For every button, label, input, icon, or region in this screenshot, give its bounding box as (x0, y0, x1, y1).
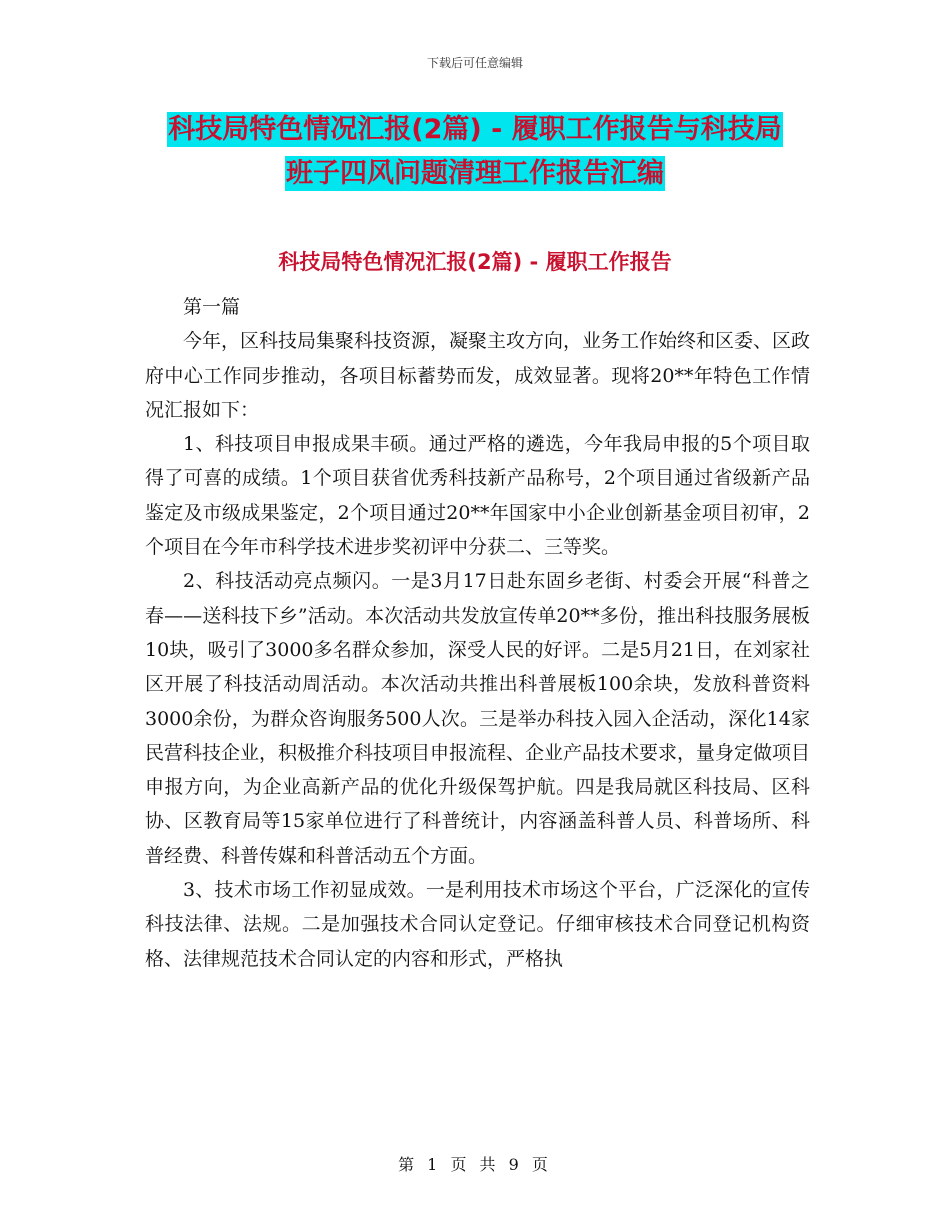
paragraph: 3、技术市场工作初显成效。一是利用技术市场这个平台，广泛深化的宣传科技法律、法规。二是加强技术合同认定登记。仔细审核技术合同登记机构资格、法律规范技术合同认定的内容和形式，严格执 (145, 879, 810, 970)
paragraph: 1、科技项目申报成果丰硕。通过严格的遴选，今年我局申报的5个项目取得了可喜的成绩。1个项目获省优秀科技新产品称号，2个项目通过省级新产品鉴定及市级成果鉴定，2个项目通过20**年国家中小企业创新基金项目初审，2个项目在今年市科学技术进步奖初评中分获二、三等奖。 (145, 433, 810, 559)
document-title-line1: 科技局特色情况汇报(2篇) - 履职工作报告与科技局 (168, 114, 782, 145)
part-label: 第一篇 (183, 296, 241, 318)
page-footer: 第 1 页 共 9 页 (398, 1155, 552, 1174)
document-title-line2: 班子四风问题清理工作报告汇编 (286, 158, 664, 189)
paragraph: 2、科技活动亮点频闪。一是3月17日赴东固乡老街、村委会开展“科普之春——送科技下乡”活动。本次活动共发放宣传单20**多份，推出科技服务展板10块，吸引了3000多名群众参加，深受人民的好评。二是5月21日，在刘家社区开展了科技活动周活动。本次活动共推出科普展板100余块，发放科普资料3000余份，为群众咨询服务500人次。三是举办科技入园入企活动，深化14家民营科技企业，积极推介科技项目申报流程、企业产品技术要求，量身定做项目申报方向，为企业高新产品的优化升级保驾护航。四是我局就区科技局、区科协、区教育局等15家单位进行了科普统计，内容涵盖科普人员、科普场所、科普经费、科普传媒和科普活动五个方面。 (145, 570, 811, 867)
paragraph: 今年，区科技局集聚科技资源，凝聚主攻方向，业务工作始终和区委、区政府中心工作同步推动，各项目标蓄势而发，成效显著。现将20**年特色工作情况汇报如下： (145, 330, 811, 421)
document-title (0, 108, 950, 196)
document-body (145, 290, 810, 976)
page-header-note: 下载后可任意编辑 (426, 56, 523, 70)
section-title: 科技局特色情况汇报(2篇) - 履职工作报告 (278, 250, 672, 274)
